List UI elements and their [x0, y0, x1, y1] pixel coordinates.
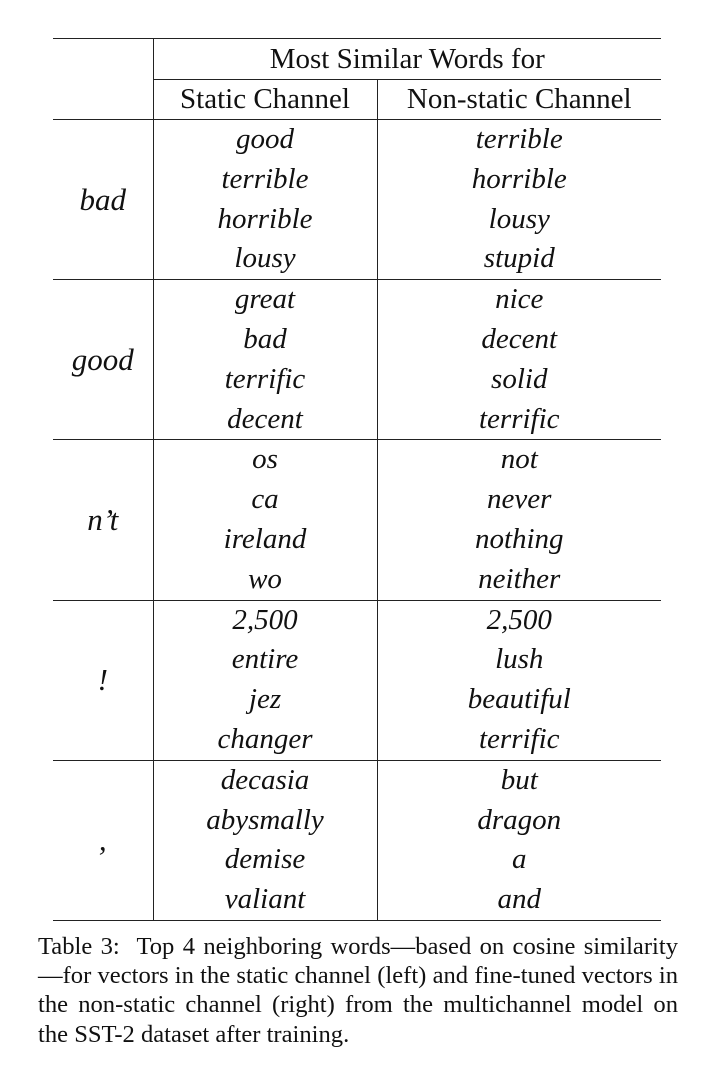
neighbor-word: nothing — [474, 522, 564, 555]
table-row — [53, 280, 661, 440]
neighbor-word: horrible — [471, 162, 567, 195]
neighbor-word: valiant — [224, 883, 306, 916]
neighbor-word: stupid — [483, 242, 555, 275]
header-static-channel: Static Channel — [153, 80, 377, 120]
table-row — [53, 120, 661, 280]
neighbor-word: terrific — [478, 722, 560, 755]
neighbor-word: lousy — [488, 202, 550, 235]
static-neighbors — [153, 440, 377, 600]
neighbor-word: wo — [248, 562, 282, 595]
neighbor-word: entire — [231, 643, 299, 676]
header-nonstatic-channel: Non-static Channel — [377, 80, 661, 120]
nonstatic-neighbors — [377, 600, 661, 760]
nonstatic-neighbors — [377, 760, 661, 920]
neighbor-word: beautiful — [467, 683, 571, 716]
neighbor-word: ireland — [223, 522, 307, 555]
neighbor-word: demise — [224, 843, 306, 876]
neighbor-word: terrible — [475, 123, 563, 155]
header-empty-cell — [53, 39, 153, 80]
table-row — [53, 440, 661, 600]
static-neighbors — [153, 600, 377, 760]
query-word: bad — [53, 120, 153, 280]
table-row — [53, 600, 661, 760]
neighbor-word: neither — [478, 562, 561, 595]
nonstatic-neighbors — [377, 440, 661, 600]
caption-label: Table 3: — [38, 933, 120, 960]
neighbor-word: great — [234, 283, 296, 316]
neighbor-word: never — [487, 483, 552, 516]
neighbor-word: a — [512, 843, 527, 876]
neighbor-word: lush — [495, 643, 544, 676]
neighbor-word: but — [500, 763, 538, 796]
similar-words-table — [53, 38, 661, 921]
neighbor-word: bad — [243, 322, 287, 355]
neighbor-word: decent — [481, 322, 558, 355]
neighbor-word: solid — [491, 362, 548, 395]
table-row — [53, 760, 661, 920]
header-span-title: Most Similar Words for — [153, 39, 661, 80]
table-caption — [38, 932, 678, 1049]
neighbor-word: terrific — [224, 362, 306, 395]
static-neighbors — [153, 120, 377, 280]
neighbor-word: dragon — [477, 803, 562, 836]
static-neighbors — [153, 760, 377, 920]
neighbor-word: decent — [227, 402, 303, 435]
neighbor-word: abysmally — [206, 803, 324, 836]
static-neighbors — [153, 280, 377, 440]
neighbor-word: terrific — [478, 402, 560, 435]
neighbor-word: lousy — [234, 242, 296, 275]
neighbor-word: and — [497, 883, 541, 916]
query-word: , — [53, 760, 153, 920]
neighbor-word: decasia — [220, 763, 310, 796]
neighbor-word: nice — [495, 283, 544, 316]
neighbor-word: ca — [251, 483, 279, 516]
neighbor-word: changer — [217, 722, 313, 755]
caption-text: Top 4 neighboring words—based on cosine similarity—for vectors in the static channel (left) and fine-tuned vectors in the non-static channel (right) from the multichannel model on the SST-2 dataset after training. — [38, 933, 678, 1048]
neighbor-word: 2,500 — [486, 603, 552, 636]
query-word: n’t — [53, 440, 153, 600]
nonstatic-neighbors — [377, 280, 661, 440]
neighbor-word: not — [500, 443, 538, 476]
neighbor-word: terrible — [221, 162, 309, 195]
header-empty-cell — [53, 80, 153, 120]
query-word: good — [53, 280, 153, 440]
neighbor-word: jez — [248, 683, 282, 716]
neighbor-word: horrible — [217, 202, 313, 235]
neighbor-word: os — [252, 443, 278, 476]
neighbor-word: 2,500 — [232, 603, 298, 636]
neighbor-word: good — [236, 123, 294, 155]
nonstatic-neighbors — [377, 120, 661, 280]
query-word: ! — [53, 600, 153, 760]
